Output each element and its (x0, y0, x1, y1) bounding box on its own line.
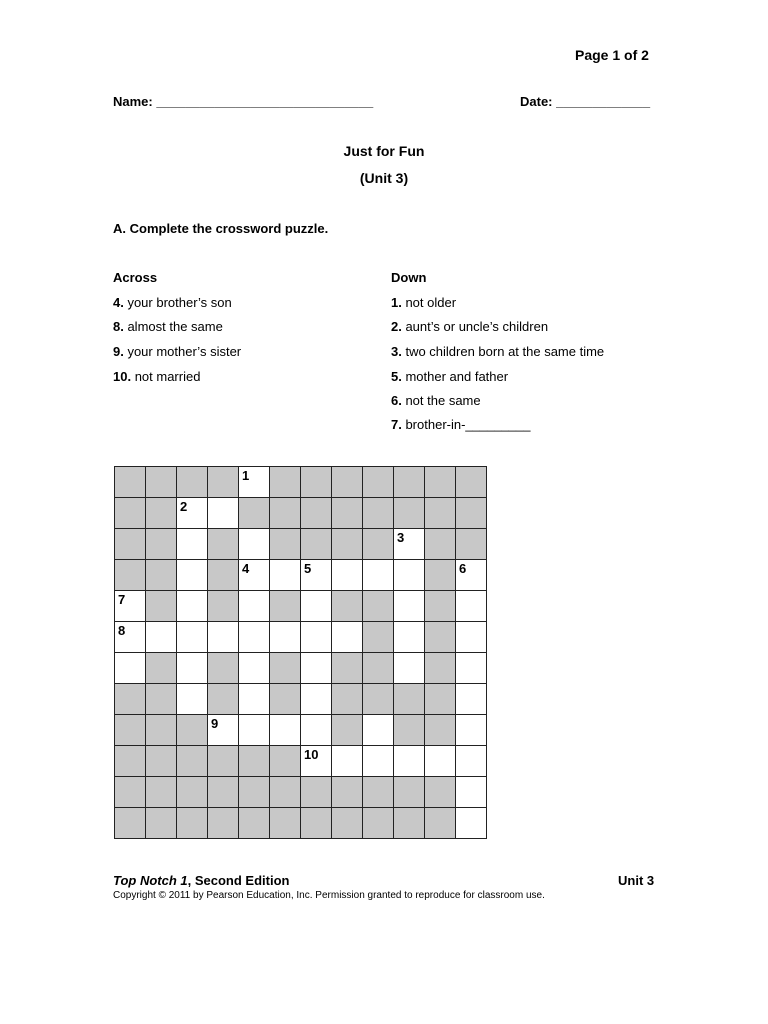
unit-label: Unit 3 (618, 873, 655, 888)
book-title (113, 873, 289, 888)
worksheet-subtitle: (Unit 3) (359, 170, 409, 186)
clue-number-label: 9 (211, 716, 219, 731)
grid-block-cell (270, 684, 301, 715)
grid-block-cell (363, 653, 394, 684)
grid-answer-cell[interactable] (301, 653, 332, 684)
grid-block-cell (425, 622, 456, 653)
clue-number: 9. (113, 344, 124, 359)
grid-answer-cell[interactable] (301, 560, 332, 591)
down-clue (391, 344, 604, 359)
book-edition: , Second Edition (187, 873, 290, 888)
grid-answer-cell[interactable] (177, 622, 208, 653)
grid-block-cell (332, 467, 363, 498)
down-clue (391, 319, 548, 334)
grid-block-cell (332, 498, 363, 529)
grid-block-cell (332, 715, 363, 746)
across-clue (113, 295, 232, 310)
grid-answer-cell[interactable] (456, 715, 487, 746)
grid-block-cell (146, 653, 177, 684)
clue-number-label: 4 (242, 561, 250, 576)
grid-answer-cell[interactable] (177, 591, 208, 622)
down-clue (391, 417, 531, 432)
grid-answer-cell[interactable] (394, 591, 425, 622)
grid-block-cell (115, 467, 146, 498)
grid-answer-cell[interactable] (239, 591, 270, 622)
grid-block-cell (115, 777, 146, 808)
book-title-name: Top Notch 1 (113, 873, 188, 888)
grid-block-cell (146, 467, 177, 498)
grid-answer-cell[interactable] (425, 746, 456, 777)
clue-number: 7. (391, 417, 402, 432)
grid-answer-cell[interactable] (239, 529, 270, 560)
grid-answer-cell[interactable] (456, 684, 487, 715)
grid-block-cell (363, 622, 394, 653)
grid-block-cell (239, 746, 270, 777)
grid-block-cell (332, 591, 363, 622)
grid-block-cell (115, 684, 146, 715)
clue-number: 2. (391, 319, 402, 334)
clue-text: two children born at the same time (401, 344, 605, 359)
copyright-notice: Copyright © 2011 by Pearson Education, Inc. Permission granted to reproduce for classroom use. (113, 890, 545, 901)
clue-number-label: 5 (304, 561, 312, 576)
grid-block-cell (239, 777, 270, 808)
date-field-label: Date: _____________ (520, 94, 651, 109)
grid-block-cell (208, 653, 239, 684)
grid-block-cell (115, 808, 146, 839)
grid-block-cell (425, 560, 456, 591)
clue-text: your mother’s sister (123, 344, 242, 359)
grid-answer-cell[interactable] (115, 622, 146, 653)
grid-block-cell (239, 808, 270, 839)
grid-block-cell (177, 467, 208, 498)
grid-block-cell (208, 684, 239, 715)
grid-block-cell (363, 684, 394, 715)
grid-block-cell (425, 498, 456, 529)
grid-block-cell (394, 498, 425, 529)
grid-answer-cell[interactable] (208, 498, 239, 529)
grid-answer-cell[interactable] (177, 684, 208, 715)
grid-block-cell (425, 777, 456, 808)
page-number: Page 1 of 2 (575, 47, 649, 63)
grid-block-cell (301, 777, 332, 808)
grid-answer-cell[interactable] (394, 746, 425, 777)
grid-block-cell (270, 746, 301, 777)
across-clue (113, 369, 200, 384)
grid-block-cell (425, 684, 456, 715)
grid-answer-cell[interactable] (270, 715, 301, 746)
clue-number-label: 10 (304, 747, 319, 762)
grid-block-cell (177, 777, 208, 808)
grid-block-cell (363, 808, 394, 839)
grid-block-cell (425, 591, 456, 622)
grid-block-cell (456, 529, 487, 560)
clue-number: 8. (113, 319, 124, 334)
grid-answer-cell[interactable] (115, 653, 146, 684)
clue-number: 4. (113, 295, 124, 310)
grid-answer-cell[interactable] (394, 653, 425, 684)
grid-block-cell (301, 467, 332, 498)
grid-block-cell (270, 808, 301, 839)
grid-answer-cell[interactable] (301, 591, 332, 622)
grid-block-cell (332, 808, 363, 839)
grid-answer-cell[interactable] (456, 808, 487, 839)
clue-number-label: 3 (397, 530, 405, 545)
grid-block-cell (394, 777, 425, 808)
grid-block-cell (146, 498, 177, 529)
grid-block-cell (332, 684, 363, 715)
grid-block-cell (208, 560, 239, 591)
grid-answer-cell[interactable] (208, 715, 239, 746)
grid-block-cell (301, 808, 332, 839)
grid-block-cell (146, 560, 177, 591)
grid-block-cell (146, 529, 177, 560)
down-clue (391, 369, 508, 384)
grid-answer-cell[interactable] (332, 746, 363, 777)
grid-block-cell (146, 746, 177, 777)
grid-answer-cell[interactable] (456, 746, 487, 777)
clue-number-label: 1 (242, 468, 250, 483)
grid-answer-cell[interactable] (456, 777, 487, 808)
down-clue (391, 393, 481, 408)
clue-number: 10. (113, 369, 132, 384)
grid-answer-cell[interactable] (394, 529, 425, 560)
grid-answer-cell[interactable] (332, 622, 363, 653)
grid-answer-cell[interactable] (239, 653, 270, 684)
grid-block-cell (456, 498, 487, 529)
grid-answer-cell[interactable] (177, 529, 208, 560)
grid-block-cell (363, 591, 394, 622)
grid-answer-cell[interactable] (146, 622, 177, 653)
grid-answer-cell[interactable] (456, 653, 487, 684)
grid-block-cell (146, 777, 177, 808)
grid-answer-cell[interactable] (301, 746, 332, 777)
grid-block-cell (301, 529, 332, 560)
clue-text: aunt’s or uncle’s children (401, 319, 549, 334)
grid-block-cell (208, 467, 239, 498)
down-clue (391, 295, 456, 310)
across-clue (113, 319, 223, 334)
grid-block-cell (270, 653, 301, 684)
grid-block-cell (394, 684, 425, 715)
grid-block-cell (177, 746, 208, 777)
grid-answer-cell[interactable] (239, 467, 270, 498)
grid-block-cell (270, 591, 301, 622)
grid-block-cell (115, 560, 146, 591)
grid-block-cell (363, 529, 394, 560)
clue-text: not married (131, 369, 201, 384)
grid-block-cell (394, 715, 425, 746)
grid-answer-cell[interactable] (301, 684, 332, 715)
grid-answer-cell[interactable] (270, 622, 301, 653)
grid-block-cell (208, 808, 239, 839)
grid-answer-cell[interactable] (301, 622, 332, 653)
grid-block-cell (332, 653, 363, 684)
grid-block-cell (146, 808, 177, 839)
clue-number: 1. (391, 295, 402, 310)
grid-block-cell (363, 777, 394, 808)
grid-block-cell (425, 529, 456, 560)
grid-block-cell (301, 498, 332, 529)
grid-block-cell (363, 498, 394, 529)
grid-answer-cell[interactable] (363, 715, 394, 746)
grid-block-cell (146, 684, 177, 715)
grid-block-cell (270, 777, 301, 808)
grid-answer-cell[interactable] (177, 653, 208, 684)
grid-answer-cell[interactable] (239, 684, 270, 715)
grid-block-cell (146, 591, 177, 622)
grid-block-cell (332, 777, 363, 808)
grid-answer-cell[interactable] (363, 560, 394, 591)
across-heading: Across (113, 270, 158, 285)
grid-block-cell (425, 808, 456, 839)
clue-text: not older (401, 295, 457, 310)
grid-block-cell (177, 715, 208, 746)
grid-answer-cell[interactable] (456, 591, 487, 622)
clue-number-label: 6 (459, 561, 467, 576)
grid-block-cell (270, 498, 301, 529)
grid-answer-cell[interactable] (177, 498, 208, 529)
grid-answer-cell[interactable] (177, 560, 208, 591)
grid-answer-cell[interactable] (363, 746, 394, 777)
clue-text: mother and father (401, 369, 509, 384)
clue-text: brother-in-_________ (401, 417, 531, 432)
grid-answer-cell[interactable] (394, 622, 425, 653)
grid-answer-cell[interactable] (394, 560, 425, 591)
grid-block-cell (425, 715, 456, 746)
grid-answer-cell[interactable] (239, 715, 270, 746)
clue-text: your brother’s son (123, 295, 232, 310)
instruction-text: A. Complete the crossword puzzle. (113, 221, 329, 236)
grid-block-cell (115, 715, 146, 746)
grid-block-cell (425, 653, 456, 684)
clue-number-label: 8 (118, 623, 126, 638)
grid-block-cell (208, 746, 239, 777)
clue-number-label: 7 (118, 592, 126, 607)
clue-text: almost the same (123, 319, 223, 334)
grid-block-cell (115, 529, 146, 560)
grid-block-cell (363, 467, 394, 498)
clue-number-label: 2 (180, 499, 188, 514)
grid-block-cell (270, 467, 301, 498)
grid-answer-cell[interactable] (332, 560, 363, 591)
clue-number: 6. (391, 393, 402, 408)
grid-answer-cell[interactable] (456, 560, 487, 591)
grid-block-cell (270, 529, 301, 560)
grid-block-cell (208, 591, 239, 622)
grid-answer-cell[interactable] (270, 560, 301, 591)
grid-block-cell (456, 467, 487, 498)
grid-block-cell (208, 529, 239, 560)
grid-block-cell (239, 498, 270, 529)
grid-block-cell (115, 746, 146, 777)
clue-number: 3. (391, 344, 402, 359)
grid-block-cell (394, 808, 425, 839)
grid-answer-cell[interactable] (208, 622, 239, 653)
down-heading: Down (391, 270, 427, 285)
grid-block-cell (332, 529, 363, 560)
grid-answer-cell[interactable] (456, 622, 487, 653)
grid-block-cell (208, 777, 239, 808)
grid-answer-cell[interactable] (239, 560, 270, 591)
clue-number: 5. (391, 369, 402, 384)
grid-block-cell (425, 467, 456, 498)
grid-block-cell (177, 808, 208, 839)
grid-block-cell (394, 467, 425, 498)
name-field-label: Name: ______________________________ (113, 94, 374, 109)
grid-answer-cell[interactable] (239, 622, 270, 653)
grid-answer-cell[interactable] (115, 591, 146, 622)
clue-text: not the same (401, 393, 481, 408)
grid-block-cell (146, 715, 177, 746)
grid-block-cell (115, 498, 146, 529)
across-clue (113, 344, 241, 359)
crossword-grid (114, 466, 487, 839)
grid-answer-cell[interactable] (301, 715, 332, 746)
worksheet-title: Just for Fun (343, 143, 425, 159)
